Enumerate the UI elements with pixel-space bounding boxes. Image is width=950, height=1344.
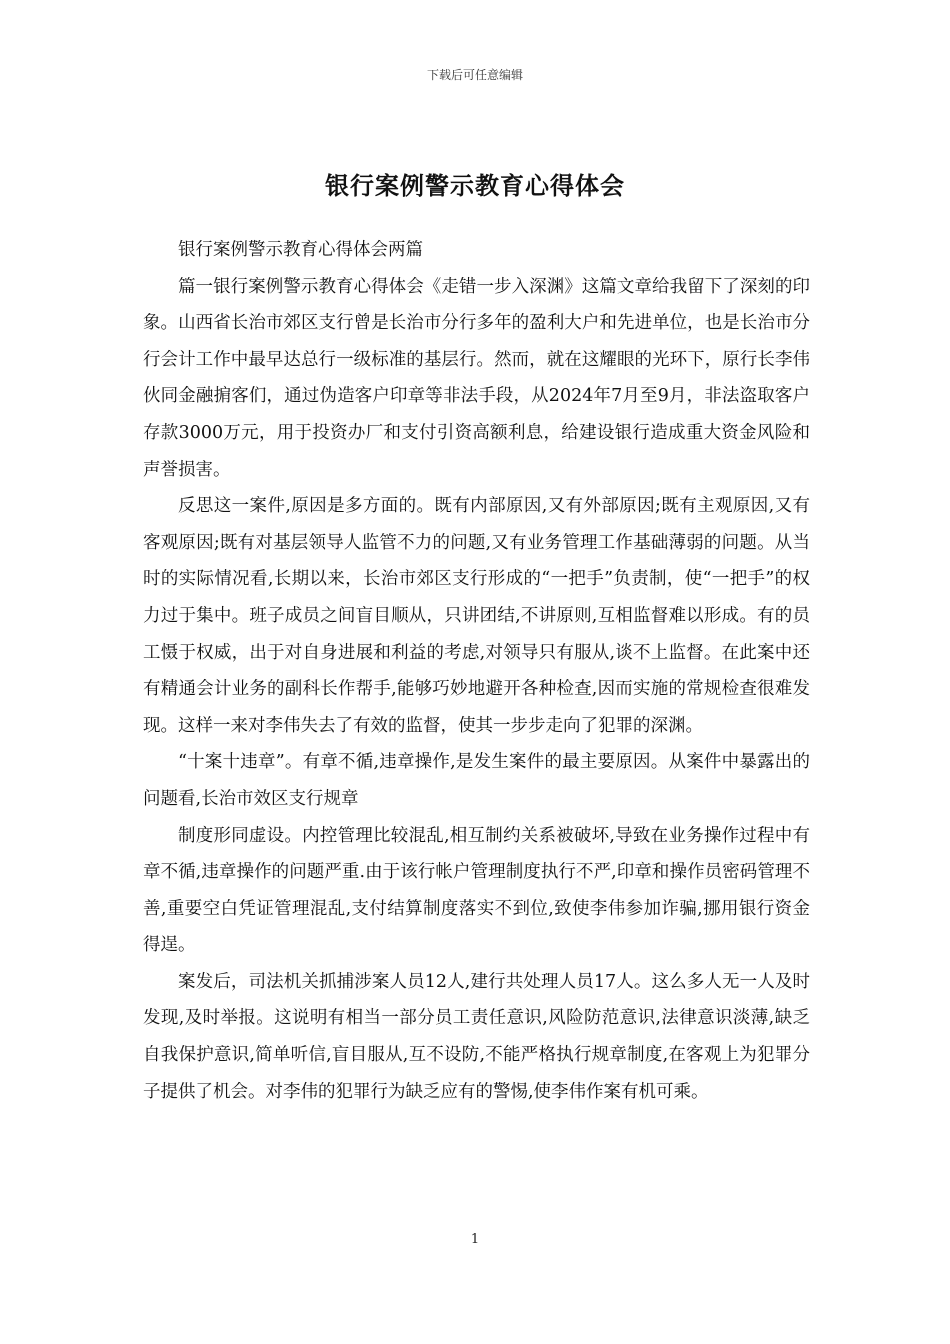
paragraph-3: “十案十违章”。有章不循,违章操作,是发生案件的最主要原因。从案件中暴露出的问题看,长治市效区支行规章 <box>143 752 810 809</box>
document-title: 银行案例警示教育心得体会 <box>325 171 625 201</box>
document-body <box>143 232 810 1110</box>
paragraph-2: 反思这一案件,原因是多方面的。既有内部原因,又有外部原因;既有主观原因,又有客观原因;既有对基层领导人监管不力的问题,又有业务管理工作基础薄弱的问题。从当时的实际情况看,长期以来，长治市郊区支行形成的“一把手”负责制，使“一把手”的权力过于集中。班子成员之间盲目顺从，只讲团结,不讲原则,互相监督难以形成。有的员工慑于权威，出于对自身进展和利益的考虑,对领导只有服从,谈不上监督。在此案中还有精通会计业务的副科长作帮手,能够巧妙地避开各种检查,因而实施的常规检查很难发现。这样一来对李伟失去了有效的监督，使其一步步走向了犯罪的深渊。 <box>143 496 810 736</box>
paragraph-1: 篇一银行案例警示教育心得体会《走错一步入深渊》这篇文章给我留下了深刻的印象。山西省长治市郊区支行曾是长治市分行多年的盈利大户和先进单位，也是长治市分行会计工作中最早达总行一级标准的基层行。然而，就在这耀眼的光环下，原行长李伟伙同金融掮客们，通过伪造客户印章等非法手段，从2024年7月至9月，非法盗取客户存款3000万元，用于投资办厂和支付引资高额利息，给建设银行造成重大资金风险和声誉损害。 <box>143 276 810 480</box>
paragraph-4: 制度形同虚设。内控管理比较混乱,相互制约关系被破坏,导致在业务操作过程中有章不循,违章操作的问题严重.由于该行帐户管理制度执行不严,印章和操作员密码管理不善,重要空白凭证管理混乱,支付结算制度落实不到位,致使李伟参加诈骗,挪用银行资金得逞。 <box>143 825 810 956</box>
paragraph-5: 案发后，司法机关抓捕涉案人员12人,建行共处理人员17人。这么多人无一人及时发现,及时举报。这说明有相当一部分员工责任意识,风险防范意识,法律意识淡薄,缺乏自我保护意识,简单听信,盲目服从,互不设防,不能严格执行规章制度,在客观上为犯罪分子提供了机会。对李伟的犯罪行为缺乏应有的警惕,使李伟作案有机可乘。 <box>143 971 810 1102</box>
page-header-note: 下载后可任意编辑 <box>426 68 523 82</box>
paragraph-subtitle: 银行案例警示教育心得体会两篇 <box>178 240 423 260</box>
page-number: 1 <box>470 1232 480 1247</box>
